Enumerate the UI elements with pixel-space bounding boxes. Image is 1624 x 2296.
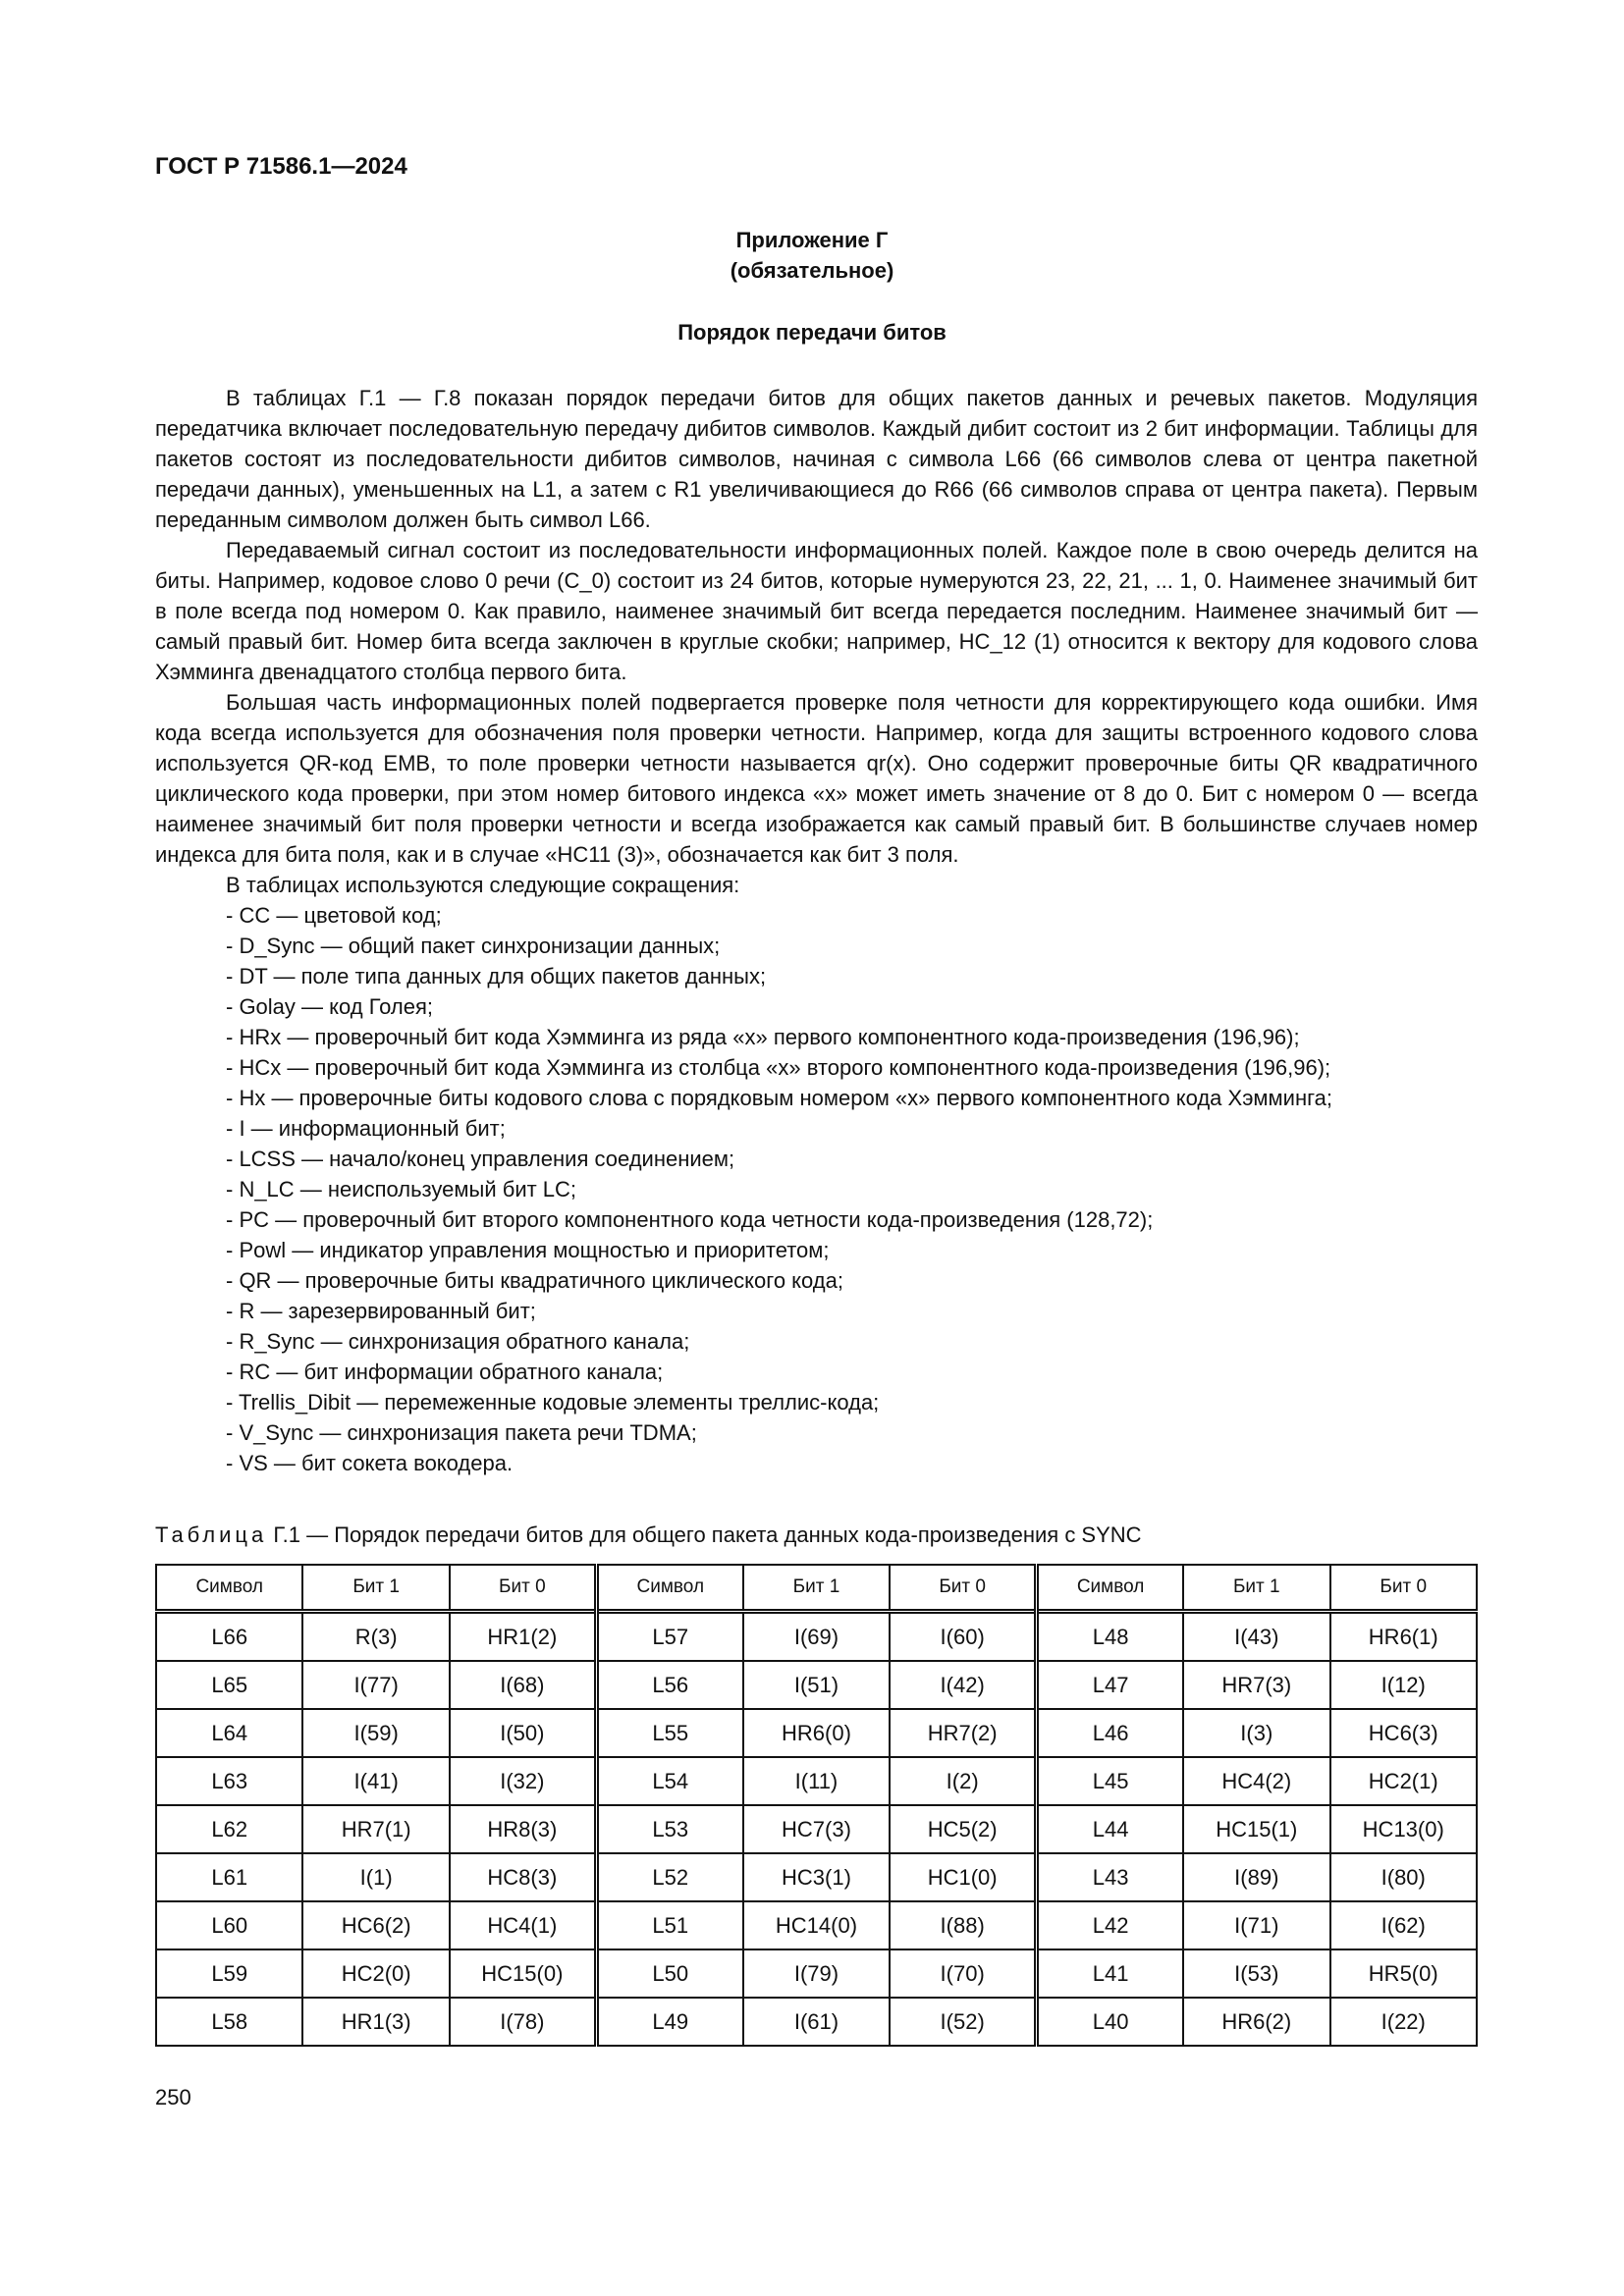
bit-cell: I(71): [1183, 1901, 1329, 1949]
bit-cell: HC6(3): [1330, 1709, 1478, 1757]
bit-cell: I(60): [890, 1612, 1036, 1662]
symbol-cell: L56: [596, 1661, 742, 1709]
bit-cell: R(3): [302, 1612, 449, 1662]
symbol-cell: L42: [1037, 1901, 1183, 1949]
symbol-cell: L53: [596, 1805, 742, 1853]
bit-cell: HR6(1): [1330, 1612, 1478, 1662]
table-row: [156, 1901, 1477, 1949]
bit-cell: I(88): [890, 1901, 1036, 1949]
caption-text: Г.1 — Порядок передачи битов для общего пакета данных кода-произведения с SYNC: [273, 1522, 1142, 1547]
column-header: Бит 0: [1330, 1565, 1478, 1612]
bit-cell: I(78): [450, 1998, 596, 2046]
column-header: Символ: [596, 1565, 742, 1612]
bit-order-table: [155, 1564, 1478, 2047]
abbreviation-item: - QR — проверочные биты квадратичного циклического кода;: [226, 1268, 843, 1293]
abbreviation-item: - V_Sync — синхронизация пакета речи TDMA;: [226, 1420, 697, 1445]
column-header: Бит 1: [1183, 1565, 1329, 1612]
bit-cell: I(3): [1183, 1709, 1329, 1757]
symbol-cell: L49: [596, 1998, 742, 2046]
symbol-cell: L55: [596, 1709, 742, 1757]
bit-cell: HC15(0): [450, 1949, 596, 1998]
table-row: [156, 1853, 1477, 1901]
table-header-row: [156, 1565, 1477, 1612]
symbol-cell: L51: [596, 1901, 742, 1949]
symbol-cell: L64: [156, 1709, 302, 1757]
bit-cell: I(2): [890, 1757, 1036, 1805]
symbol-cell: L44: [1037, 1805, 1183, 1853]
bit-cell: I(77): [302, 1661, 449, 1709]
bit-cell: I(50): [450, 1709, 596, 1757]
symbol-cell: L63: [156, 1757, 302, 1805]
table-row: [156, 1709, 1477, 1757]
symbol-cell: L59: [156, 1949, 302, 1998]
bit-cell: HR7(2): [890, 1709, 1036, 1757]
bit-cell: HC2(0): [302, 1949, 449, 1998]
symbol-cell: L60: [156, 1901, 302, 1949]
bit-cell: I(53): [1183, 1949, 1329, 1998]
abbreviation-item: - N_LC — неиспользуемый бит LC;: [226, 1177, 577, 1201]
symbol-cell: L41: [1037, 1949, 1183, 1998]
bit-cell: HC7(3): [743, 1805, 890, 1853]
symbol-cell: L66: [156, 1612, 302, 1662]
bit-cell: I(43): [1183, 1612, 1329, 1662]
bit-cell: HR8(3): [450, 1805, 596, 1853]
bit-cell: HC3(1): [743, 1853, 890, 1901]
abbreviation-item: - CC — цветовой код;: [226, 903, 442, 928]
bit-cell: I(79): [743, 1949, 890, 1998]
column-header: Символ: [1037, 1565, 1183, 1612]
symbol-cell: L61: [156, 1853, 302, 1901]
bit-cell: HR6(0): [743, 1709, 890, 1757]
table-row: [156, 1612, 1477, 1662]
table-row: [156, 1805, 1477, 1853]
bit-cell: HC6(2): [302, 1901, 449, 1949]
bit-cell: I(12): [1330, 1661, 1478, 1709]
column-header: Бит 1: [302, 1565, 449, 1612]
symbol-cell: L52: [596, 1853, 742, 1901]
abbreviation-item: - D_Sync — общий пакет синхронизации данных;: [226, 934, 721, 958]
abbreviation-item: - R — зарезервированный бит;: [226, 1299, 536, 1323]
bit-cell: I(42): [890, 1661, 1036, 1709]
bit-cell: HC14(0): [743, 1901, 890, 1949]
column-header: Бит 0: [890, 1565, 1036, 1612]
abbreviation-item: - I — информационный бит;: [226, 1116, 506, 1141]
symbol-cell: L45: [1037, 1757, 1183, 1805]
abbreviation-item: - RC — бит информации обратного канала;: [226, 1360, 664, 1384]
bit-cell: HR6(2): [1183, 1998, 1329, 2046]
symbol-cell: L62: [156, 1805, 302, 1853]
symbol-cell: L65: [156, 1661, 302, 1709]
bit-cell: I(80): [1330, 1853, 1478, 1901]
abbreviation-item: - DT — поле типа данных для общих пакетов данных;: [226, 964, 767, 988]
bit-cell: I(69): [743, 1612, 890, 1662]
column-header: Символ: [156, 1565, 302, 1612]
abbreviation-item: - Trellis_Dibit — перемеженные кодовые элементы треллис-кода;: [226, 1390, 880, 1415]
table-row: [156, 1757, 1477, 1805]
paragraph: Большая часть информационных полей подвергается проверке поля четности для корректирующего кода ошибки. Имя кода всегда используется для обозначения поля проверки четности. Например, когда для защиты встроенного кодового слова используется QR-код EMB, то поле проверки четности называется qr(x). Оно содержит проверочные биты QR квадратичного циклического кода проверки, при этом номер битового индекса «x» может иметь значение от 8 до 0. Бит с номером 0 — всегда наименее значимый бит поля проверки четности и всегда изображается как самый правый бит. В большинстве случаев номер индекса для бита поля, как и в случае «HC11 (3)», обозначается как бит 3 поля.: [155, 690, 1478, 867]
symbol-cell: L46: [1037, 1709, 1183, 1757]
bit-cell: I(52): [890, 1998, 1036, 2046]
table-caption: [155, 1522, 1142, 1548]
symbol-cell: L54: [596, 1757, 742, 1805]
bit-cell: HC13(0): [1330, 1805, 1478, 1853]
symbol-cell: L58: [156, 1998, 302, 2046]
table-row: [156, 1661, 1477, 1709]
bit-cell: I(59): [302, 1709, 449, 1757]
bit-cell: HR7(1): [302, 1805, 449, 1853]
body-text: [155, 383, 1478, 1478]
appendix-title: Приложение Г: [735, 228, 889, 252]
symbol-cell: L47: [1037, 1661, 1183, 1709]
symbol-cell: L48: [1037, 1612, 1183, 1662]
bit-cell: HR1(2): [450, 1612, 596, 1662]
bit-cell: I(61): [743, 1998, 890, 2046]
bit-cell: I(68): [450, 1661, 596, 1709]
symbol-cell: L57: [596, 1612, 742, 1662]
caption-word: Таблица: [155, 1522, 268, 1547]
appendix-status: (обязательное): [730, 258, 894, 283]
paragraph: В таблицах Г.1 — Г.8 показан порядок передачи битов для общих пакетов данных и речевых пакетов. Модуляция передатчика включает последовательную передачу дибитов символов. Каждый дибит состоит из 2 бит информации. Таблицы для пакетов состоят из последовательности дибитов символов, начиная с символа L66 (66 символов слева от центра пакетной передачи данных), уменьшенных на L1, а затем с R1 увеличивающиеся до R66 (66 символов справа от центра пакета). Первым переданным символом должен быть символ L66.: [155, 386, 1478, 532]
bit-cell: HC8(3): [450, 1853, 596, 1901]
abbreviation-item: - R_Sync — синхронизация обратного канала;: [226, 1329, 690, 1354]
bit-cell: I(62): [1330, 1901, 1478, 1949]
table-row: [156, 1998, 1477, 2046]
bit-cell: I(22): [1330, 1998, 1478, 2046]
bit-cell: I(70): [890, 1949, 1036, 1998]
abbreviation-item: - PC — проверочный бит второго компонентного кода четности кода-произведения (128,72);: [226, 1207, 1154, 1232]
bit-cell: I(1): [302, 1853, 449, 1901]
bit-cell: HR5(0): [1330, 1949, 1478, 1998]
bit-cell: I(32): [450, 1757, 596, 1805]
bit-cell: HC4(2): [1183, 1757, 1329, 1805]
abbreviation-item: - HCx — проверочный бит кода Хэмминга из столбца «x» второго компонентного кода-произведения (196,96);: [226, 1055, 1331, 1080]
paragraph: Передаваемый сигнал состоит из последовательности информационных полей. Каждое поле в свою очередь делится на биты. Например, кодовое слово 0 речи (C_0) состоит из 24 битов, которые нумеруются 23, 22, 21, ... 1, 0. Наименее значимый бит в поле всегда под номером 0. Как правило, наименее значимый бит всегда передается последним. Наименее значимый бит — самый правый бит. Номер бита всегда заключен в круглые скобки; например, HC_12 (1) относится к вектору для кодового слова Хэмминга двенадцатого столбца первого бита.: [155, 538, 1478, 684]
abbreviation-item: - Golay — код Голея;: [226, 994, 433, 1019]
abbreviation-item: - Powl — индикатор управления мощностью и приоритетом;: [226, 1238, 830, 1262]
bit-cell: HC15(1): [1183, 1805, 1329, 1853]
bit-cell: I(51): [743, 1661, 890, 1709]
bit-cell: HC5(2): [890, 1805, 1036, 1853]
bit-cell: HR1(3): [302, 1998, 449, 2046]
bit-cell: I(11): [743, 1757, 890, 1805]
bit-cell: I(41): [302, 1757, 449, 1805]
bit-cell: I(89): [1183, 1853, 1329, 1901]
paragraph: В таблицах используются следующие сокращения:: [226, 873, 740, 897]
abbreviation-list: [155, 900, 1478, 1478]
page-number: 250: [155, 2085, 191, 2109]
symbol-cell: L43: [1037, 1853, 1183, 1901]
symbol-cell: L40: [1037, 1998, 1183, 2046]
bit-cell: HR7(3): [1183, 1661, 1329, 1709]
abbreviation-item: - HRx — проверочный бит кода Хэмминга из ряда «x» первого компонентного кода-произведения (196,96);: [226, 1025, 1300, 1049]
bit-cell: HC2(1): [1330, 1757, 1478, 1805]
column-header: Бит 1: [743, 1565, 890, 1612]
table-row: [156, 1949, 1477, 1998]
bit-cell: HC4(1): [450, 1901, 596, 1949]
abbreviation-item: - LCSS — начало/конец управления соединением;: [226, 1147, 735, 1171]
bit-cell: HC1(0): [890, 1853, 1036, 1901]
symbol-cell: L50: [596, 1949, 742, 1998]
standard-header: ГОСТ Р 71586.1—2024: [155, 153, 407, 180]
section-heading: Порядок передачи битов: [677, 320, 947, 345]
abbreviation-item: - VS — бит сокета вокодера.: [226, 1451, 514, 1475]
column-header: Бит 0: [450, 1565, 596, 1612]
abbreviation-item: - Hx — проверочные биты кодового слова с порядковым номером «x» первого компонентного кода Хэмминга;: [226, 1086, 1333, 1110]
